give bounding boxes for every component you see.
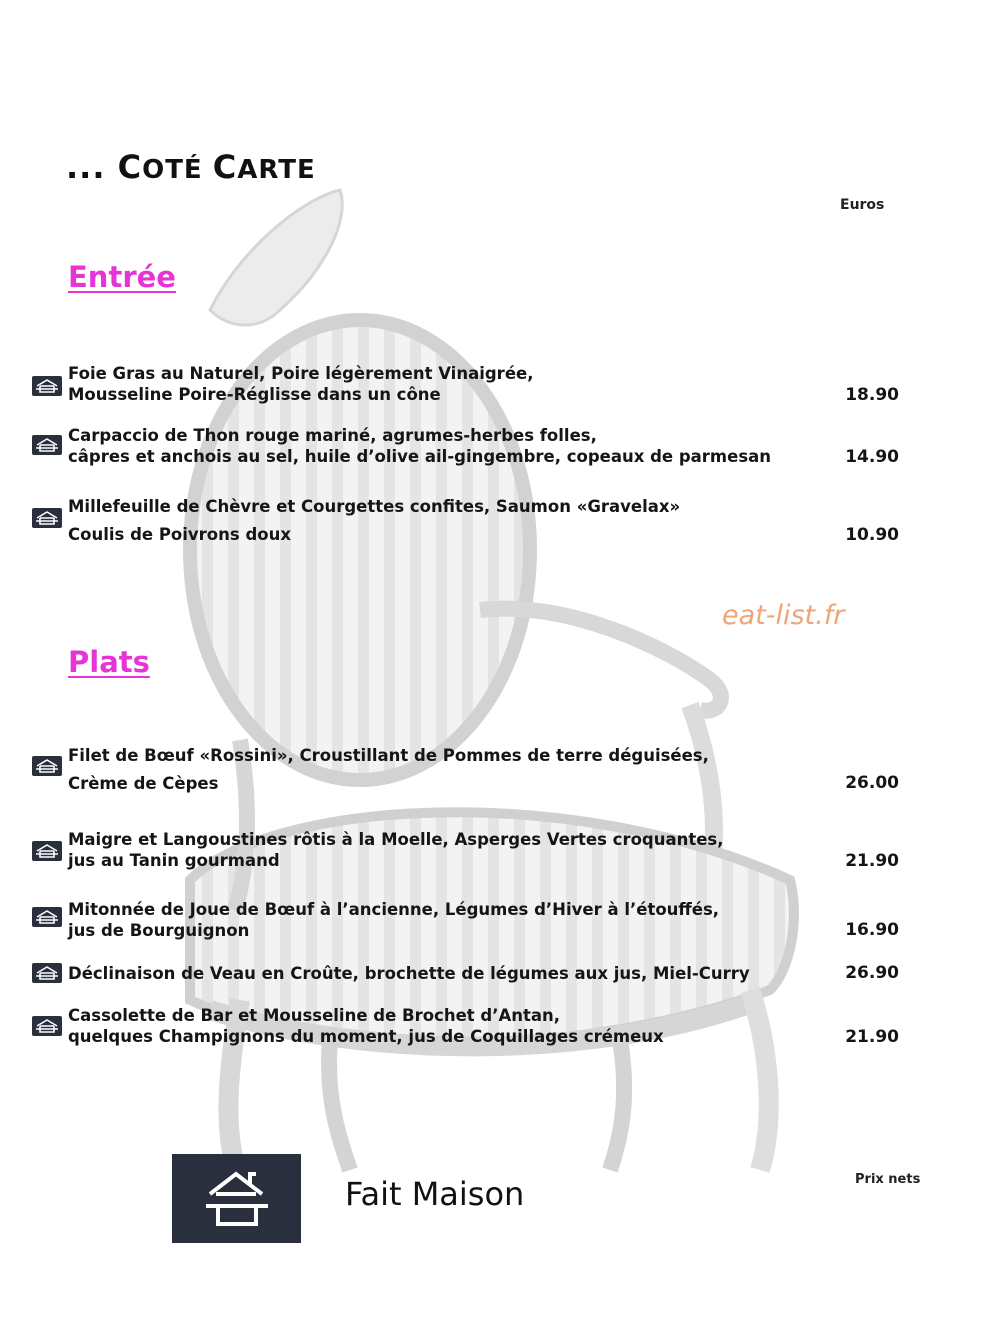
- item-price: 21.90: [845, 851, 899, 871]
- section-heading-entree: Entrée: [68, 260, 176, 294]
- item-price: 21.90: [845, 1027, 899, 1047]
- fait-maison-icon: [32, 963, 62, 983]
- item-description-line2: Crème de Cèpes: [68, 774, 219, 793]
- item-description-line1: Maigre et Langoustines rôtis à la Moelle, Asperges Vertes croquantes,: [68, 830, 724, 849]
- item-description-line1: Millefeuille de Chèvre et Courgettes confites, Saumon «Gravelax»: [68, 497, 681, 516]
- item-description-line2: jus au Tanin gourmand: [68, 851, 280, 870]
- item-description-line1: Cassolette de Bar et Mousseline de Brochet d’Antan,: [68, 1006, 561, 1025]
- item-description-line2: jus de Bourguignon: [68, 921, 250, 940]
- section-heading-plats: Plats: [68, 645, 150, 679]
- item-price: 18.90: [845, 385, 899, 405]
- currency-label: Euros: [840, 197, 885, 213]
- item-description-line1: Carpaccio de Thon rouge mariné, agrumes-herbes folles,: [68, 426, 597, 445]
- fait-maison-icon: [32, 756, 62, 776]
- item-description-line2: Mousseline Poire-Réglisse dans un cône: [68, 385, 441, 404]
- prix-nets-note: Prix nets: [855, 1172, 921, 1187]
- item-description-line1: Déclinaison de Veau en Croûte, brochette de légumes aux jus, Miel-Curry: [68, 964, 750, 983]
- fait-maison-icon: [32, 841, 62, 861]
- fait-maison-icon: [32, 508, 62, 528]
- item-description-line2: Coulis de Poivrons doux: [68, 525, 291, 544]
- page-title: ... COTÉ CARTE: [66, 148, 316, 186]
- fait-maison-label: Fait Maison: [345, 1175, 525, 1213]
- fait-maison-logo-icon: [172, 1154, 301, 1243]
- item-price: 10.90: [845, 525, 899, 545]
- fait-maison-icon: [32, 435, 62, 455]
- fait-maison-icon: [32, 376, 62, 396]
- fait-maison-icon: [32, 1016, 62, 1036]
- item-description-line2: câpres et anchois au sel, huile d’olive ail-gingembre, copeaux de parmesan: [68, 447, 772, 466]
- item-description-line1: Foie Gras au Naturel, Poire légèrement Vinaigrée,: [68, 364, 534, 383]
- item-description-line1: Mitonnée de Joue de Bœuf à l’ancienne, Légumes d’Hiver à l’étouffés,: [68, 900, 720, 919]
- item-price: 26.90: [845, 963, 899, 983]
- item-price: 16.90: [845, 920, 899, 940]
- item-description-line2: quelques Champignons du moment, jus de Coquillages crémeux: [68, 1027, 664, 1046]
- fait-maison-icon: [32, 907, 62, 927]
- item-description-line1: Filet de Bœuf «Rossini», Croustillant de Pommes de terre déguisées,: [68, 746, 709, 765]
- item-price: 14.90: [845, 447, 899, 467]
- watermark: eat-list.fr: [722, 600, 845, 631]
- item-price: 26.00: [845, 773, 899, 793]
